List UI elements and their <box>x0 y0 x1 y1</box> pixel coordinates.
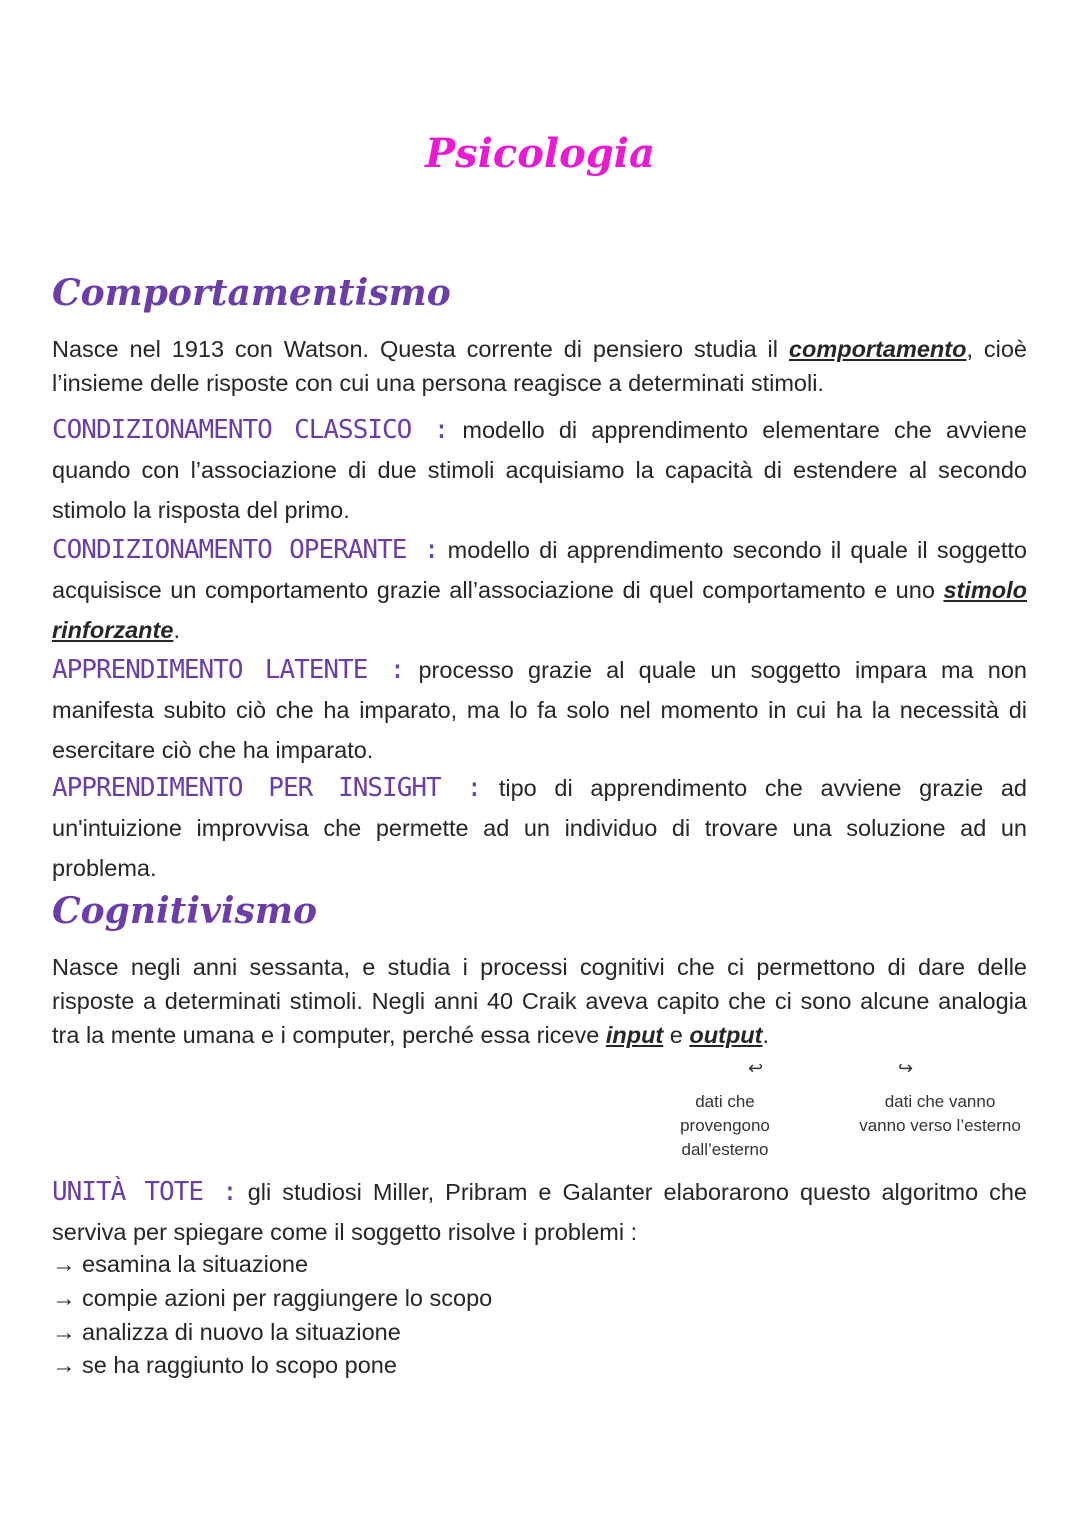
condizionamento-operante-term: CONDIZIONAMENTO OPERANTE : <box>52 535 439 565</box>
apprendimento-insight-term: APPRENDIMENTO PER INSIGHT : <box>52 773 482 803</box>
apprendimento-latente-term: APPRENDIMENTO LATENTE : <box>52 655 405 685</box>
list-item: → se ha raggiunto lo scopo pone <box>52 1349 492 1383</box>
cognitivismo-intro: Nasce negli anni sessanta, e studia i processi cognitivi che ci permettono di dare delle risposte a determinati stimoli. Negli anni 40 Craik aveva capito che ci sono alcune analogia tra la mente umana e i computer, perché essa riceve input e output. <box>52 954 1027 1048</box>
list-item: → esamina la situazione <box>52 1248 492 1282</box>
input-term: input <box>605 1022 664 1048</box>
list-item: → compie azioni per raggiungere lo scopo <box>52 1282 492 1316</box>
section-heading-comportamentismo: Comportamentismo <box>52 272 451 314</box>
condizionamento-operante-paragraph: CONDIZIONAMENTO OPERANTE : modello di apprendimento secondo il quale il soggetto acquisisce un comportamento grazie all’associazione di quel comportamento e uno stimolo rinforzante. <box>52 535 1027 643</box>
unita-tote-paragraph: UNITÀ TOTE : gli studiosi Miller, Pribram e Galanter elaborarono questo algoritmo che serviva per spiegare come il soggetto risolve i problemi : <box>52 1177 1027 1245</box>
apprendimento-insight-paragraph: APPRENDIMENTO PER INSIGHT : tipo di apprendimento che avviene grazie ad un'intuizione improvvisa che permette ad un individuo di trovare una soluzione ad un problema. <box>52 773 1027 881</box>
comportamento-term: comportamento <box>788 336 967 362</box>
curved-arrow-left-icon: ↩ <box>748 1058 764 1078</box>
section-heading-cognitivismo: Cognitivismo <box>52 890 317 932</box>
apprendimento-latente-paragraph: APPRENDIMENTO LATENTE : processo grazie al quale un soggetto impara ma non manifesta subito ciò che ha imparato, ma lo fa solo nel momento in cui ha la necessità di esercitare ciò che ha imparato. <box>52 655 1027 763</box>
page-title: Psicologia <box>425 130 655 177</box>
condizionamento-classico-term: CONDIZIONAMENTO CLASSICO : <box>52 415 449 445</box>
curved-arrow-right-icon: ↪ <box>898 1058 914 1078</box>
comportamentismo-intro: Nasce nel 1913 con Watson. Questa corrente di pensiero studia il comportamento, cioè l’insieme delle risposte con cui una persona reagisce a determinati stimoli. <box>52 336 1028 396</box>
output-note: dati che vanno vanno verso l’esterno <box>859 1092 1021 1135</box>
condizionamento-classico-paragraph: CONDIZIONAMENTO CLASSICO : modello di apprendimento elementare che avviene quando con l’associazione di due stimoli acquisiamo la capacità di estendere al secondo stimolo la risposta del primo. <box>52 415 1027 523</box>
list-item: → analizza di nuovo la situazione <box>52 1316 492 1350</box>
stimolo-rinforzante-term: stimolo rinforzante <box>52 577 1027 643</box>
tote-steps-list <box>52 1248 492 1383</box>
input-note: dati che provengono dall’esterno <box>680 1092 770 1159</box>
unita-tote-term: UNITÀ TOTE : <box>52 1177 237 1207</box>
output-term: output <box>689 1022 763 1048</box>
